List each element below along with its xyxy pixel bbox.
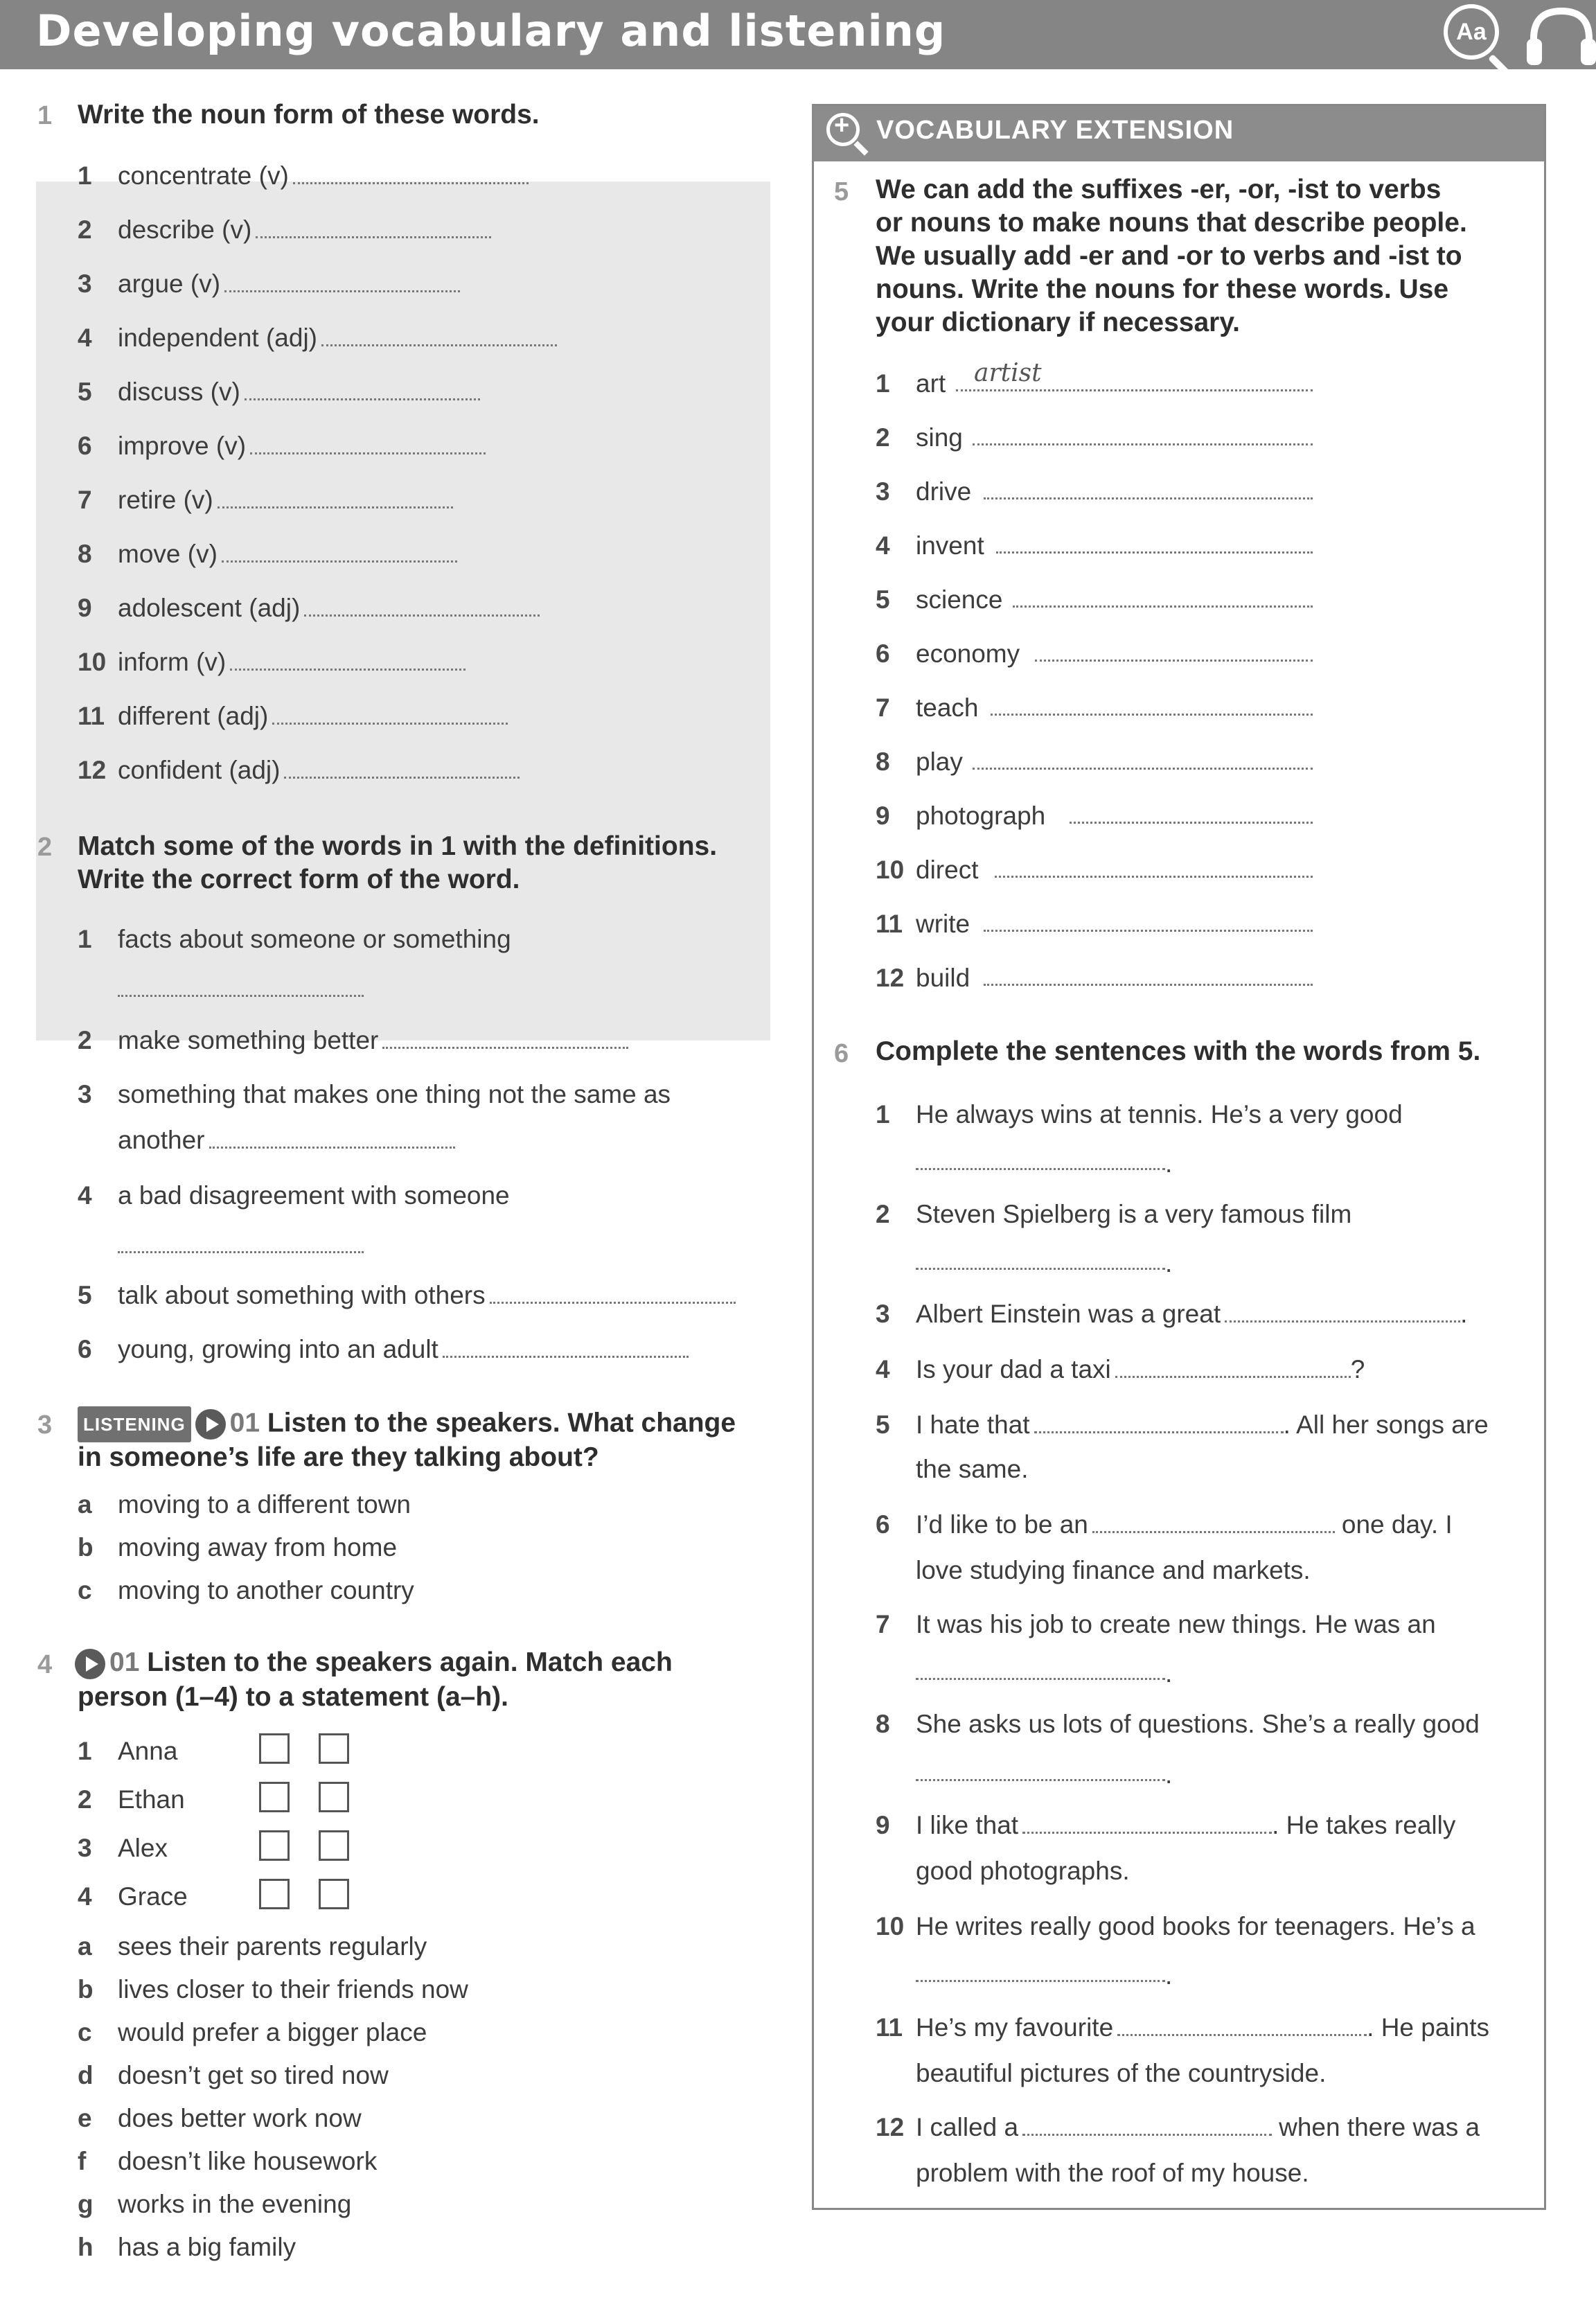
listening-badge: LISTENING — [78, 1406, 191, 1442]
vocabulary-extension-header — [814, 106, 1544, 161]
answer-line[interactable] — [284, 756, 520, 779]
answer-line[interactable] — [304, 594, 540, 617]
ex5-item: 4 invent — [876, 531, 984, 560]
vocabulary-extension-panel — [812, 104, 1546, 2210]
ex4-person: 4 Grace — [78, 1882, 188, 1911]
ex4-person: 1 Anna — [78, 1737, 178, 1765]
ex5-instruction-line: your dictionary if necessary. — [876, 308, 1240, 337]
ex5-item: 12 build — [876, 964, 970, 992]
ex1-item: 12 confident (adj) — [78, 754, 520, 787]
ex1-item: 3 argue (v) — [78, 267, 460, 301]
ex4-statement: a sees their parents regularly — [78, 1932, 427, 1961]
answer-line[interactable] — [996, 551, 1313, 554]
ex6-sentence: 4 Is your dad a taxi ? — [876, 1355, 1365, 1383]
answer-box[interactable] — [259, 1733, 290, 1764]
ex4-statement: d doesn’t get so tired now — [78, 2061, 389, 2089]
answer-box[interactable] — [319, 1733, 349, 1764]
ex1-item: 10 inform (v) — [78, 646, 466, 679]
vocabulary-extension-title: VOCABULARY EXTENSION — [876, 116, 1234, 145]
ex6-sentence: 7 It was his job to create new things. He was an — [876, 1610, 1436, 1638]
ex5-number: 5 — [834, 177, 849, 206]
ex1-number: 1 — [37, 101, 53, 130]
answer-box[interactable] — [319, 1879, 349, 1909]
ex6-sentence: 1 He always wins at tennis. He’s a very good — [876, 1100, 1403, 1129]
answer-line[interactable] — [1117, 2017, 1367, 2036]
page-title: Developing vocabulary and listening — [36, 6, 946, 56]
ex5-instruction-line: We usually add -er and -or to verbs and -ist to — [876, 241, 1462, 271]
ex3-option[interactable]: b moving away from home — [78, 1533, 398, 1562]
ex6-sentence: 10 He writes really good books for teenagers. He’s a — [876, 1912, 1475, 1940]
answer-line[interactable] — [218, 486, 453, 508]
sentence-period: . — [1165, 1961, 1173, 1990]
ex5-instruction-line: or nouns to make nouns that describe people. — [876, 208, 1467, 238]
ex6-sentence: 5 I hate that . All her songs are — [876, 1410, 1489, 1439]
play-audio-icon[interactable] — [195, 1409, 226, 1440]
answer-line[interactable] — [1013, 605, 1313, 608]
sentence-period: . — [1165, 1659, 1173, 1688]
ex4-person: 3 Alex — [78, 1834, 168, 1862]
play-audio-icon[interactable] — [75, 1649, 105, 1679]
answer-line[interactable] — [1034, 1415, 1284, 1433]
ex4-instruction-line2: person (1–4) to a statement (a–h). — [78, 1682, 508, 1712]
answer-line[interactable] — [995, 876, 1313, 878]
answer-line[interactable] — [984, 984, 1313, 986]
answer-line[interactable] — [118, 1251, 364, 1253]
ex3-instruction-line1: LISTENING 01 Listen to the speakers. What change — [78, 1406, 736, 1442]
answer-line[interactable] — [973, 443, 1313, 445]
track-number: 01 — [109, 1647, 140, 1677]
answer-line[interactable] — [230, 648, 466, 671]
sentence-period: . — [1165, 1760, 1173, 1789]
ex1-item: 7 retire (v) — [78, 484, 453, 517]
answer-box[interactable] — [319, 1782, 349, 1812]
answer-line[interactable] — [272, 702, 508, 725]
answer-line[interactable] — [956, 389, 1313, 391]
sentence-period: . — [1165, 1149, 1173, 1178]
ex5-instruction-line: nouns. Write the nouns for these words. Use — [876, 274, 1449, 304]
answer-line[interactable] — [1070, 822, 1313, 824]
ex6-sentence: 11 He’s my favourite . He paints — [876, 2013, 1490, 2042]
ex2-item: 1 facts about someone or something — [78, 925, 511, 953]
answer-line[interactable] — [916, 1678, 1165, 1680]
ex5-instruction-line: We can add the suffixes -er, -or, -ist to verbs — [876, 175, 1442, 204]
ex6-sentence-continuation: problem with the roof of my house. — [916, 2159, 1309, 2187]
ex2-item: 4 a bad disagreement with someone — [78, 1181, 510, 1210]
ex6-sentence-continuation: love studying finance and markets. — [916, 1556, 1311, 1584]
ex2-item: 5 talk about something with others — [78, 1279, 736, 1312]
ex3-instruction-line2: in someone’s life are they talking about? — [78, 1442, 599, 1472]
ex1-item: 9 adolescent (adj) — [78, 592, 540, 625]
ex1-item: 11 different (adj) — [78, 700, 508, 733]
answer-line[interactable] — [916, 1168, 1165, 1170]
ex6-instruction: Complete the sentences with the words from 5. — [876, 1036, 1481, 1066]
ex6-sentence: 8 She asks us lots of questions. She’s a really good — [876, 1710, 1480, 1738]
answer-line[interactable] — [250, 432, 486, 454]
answer-line[interactable] — [321, 324, 557, 346]
ex4-person: 2 Ethan — [78, 1785, 185, 1814]
track-number: 01 — [229, 1408, 260, 1438]
ex6-sentence: 6 I’d like to be an one day. I — [876, 1510, 1453, 1539]
ex3-option[interactable]: c moving to another country — [78, 1576, 414, 1604]
ex1-item: 1 concentrate (v) — [78, 159, 529, 193]
answer-line[interactable] — [1225, 1304, 1460, 1322]
answer-box[interactable] — [259, 1782, 290, 1812]
page-header — [0, 0, 1596, 69]
answer-line[interactable] — [973, 768, 1313, 770]
ex4-statement: b lives closer to their friends now — [78, 1975, 468, 2003]
ex4-number: 4 — [37, 1650, 53, 1679]
answer-box[interactable] — [259, 1879, 290, 1909]
ex6-sentence: 3 Albert Einstein was a great . — [876, 1300, 1468, 1328]
answer-line[interactable] — [382, 1026, 628, 1049]
ex4-statement: e does better work now — [78, 2104, 362, 2132]
answer-line[interactable] — [222, 540, 457, 563]
answer-line[interactable] — [443, 1335, 689, 1358]
ex5-item: 11 write — [876, 910, 970, 938]
answer-box[interactable] — [319, 1830, 349, 1861]
ex5-item: 5 science — [876, 585, 1003, 614]
ex5-item: 2 sing — [876, 423, 963, 452]
answer-line[interactable] — [1022, 2117, 1272, 2136]
answer-line[interactable] — [916, 1779, 1165, 1781]
ex2-item-continuation: another — [118, 1124, 455, 1157]
answer-box[interactable] — [259, 1830, 290, 1861]
ex5-item: 1 art — [876, 369, 946, 398]
ex6-number: 6 — [834, 1039, 849, 1068]
ex3-number: 3 — [37, 1410, 53, 1440]
ex4-statement: h has a big family — [78, 2233, 296, 2261]
answer-line[interactable] — [984, 930, 1313, 932]
ex5-item: 8 play — [876, 748, 963, 776]
answer-line[interactable] — [256, 215, 491, 238]
ex1-item: 8 move (v) — [78, 538, 457, 571]
ex3-option[interactable]: a moving to a different town — [78, 1490, 411, 1519]
ex1-item: 2 describe (v) — [78, 213, 491, 247]
answer-line[interactable] — [490, 1281, 736, 1304]
ex1-item: 4 independent (adj) — [78, 321, 557, 355]
ex6-sentence: 12 I called a when there was a — [876, 2113, 1480, 2141]
answer-line[interactable] — [293, 161, 529, 184]
answer-line[interactable] — [991, 714, 1313, 716]
ex5-item: 9 photograph — [876, 802, 1046, 830]
ex2-instruction-line1: Match some of the words in 1 with the definitions. — [78, 831, 718, 861]
ex1-instruction: Write the noun form of these words. — [78, 100, 540, 130]
ex5-item: 6 economy — [876, 639, 1020, 668]
answer-line[interactable] — [916, 1268, 1165, 1270]
ex4-statement: c would prefer a bigger place — [78, 2018, 427, 2046]
ex5-item: 7 teach — [876, 693, 979, 722]
ex6-sentence: 2 Steven Spielberg is a very famous film — [876, 1200, 1352, 1228]
ex1-item: 6 improve (v) — [78, 430, 486, 463]
answer-line[interactable] — [118, 995, 364, 997]
dictionary-aa-icon: Aa — [1444, 4, 1499, 60]
ex6-sentence-continuation: good photographs. — [916, 1857, 1130, 1885]
answer-line[interactable] — [245, 378, 480, 400]
sentence-period: . — [1165, 1249, 1173, 1277]
answer-line[interactable] — [984, 497, 1313, 499]
ex4-instruction-line1: 01 Listen to the speakers again. Match each — [78, 1646, 673, 1679]
ex2-item: 3 something that makes one thing not the same as — [78, 1080, 671, 1108]
ex6-sentence: 9 I like that . He takes really — [876, 1811, 1456, 1839]
zoom-in-icon — [826, 113, 860, 146]
ex6-sentence-continuation: beautiful pictures of the countryside. — [916, 2059, 1327, 2087]
ex4-statement: f doesn’t like housework — [78, 2147, 378, 2175]
example-answer: artist — [974, 359, 1042, 387]
headphones-icon — [1520, 4, 1596, 67]
ex2-number: 2 — [37, 833, 53, 862]
answer-line[interactable] — [1092, 1514, 1335, 1533]
answer-line[interactable] — [209, 1126, 455, 1149]
ex1-item: 5 discuss (v) — [78, 375, 480, 409]
answer-line[interactable] — [1115, 1359, 1351, 1378]
answer-line[interactable] — [1035, 660, 1313, 662]
answer-line[interactable] — [224, 269, 460, 292]
ex5-item: 3 drive — [876, 477, 972, 506]
ex2-item: 2 make something better — [78, 1024, 628, 1057]
ex2-instruction-line2: Write the correct form of the word. — [78, 865, 520, 894]
ex5-item: 10 direct — [876, 856, 979, 884]
ex2-item: 6 young, growing into an adult — [78, 1333, 689, 1366]
ex4-statement: g works in the evening — [78, 2190, 352, 2218]
answer-line[interactable] — [1022, 1815, 1272, 1834]
answer-line[interactable] — [916, 1980, 1165, 1982]
ex6-sentence-continuation: the same. — [916, 1455, 1029, 1483]
